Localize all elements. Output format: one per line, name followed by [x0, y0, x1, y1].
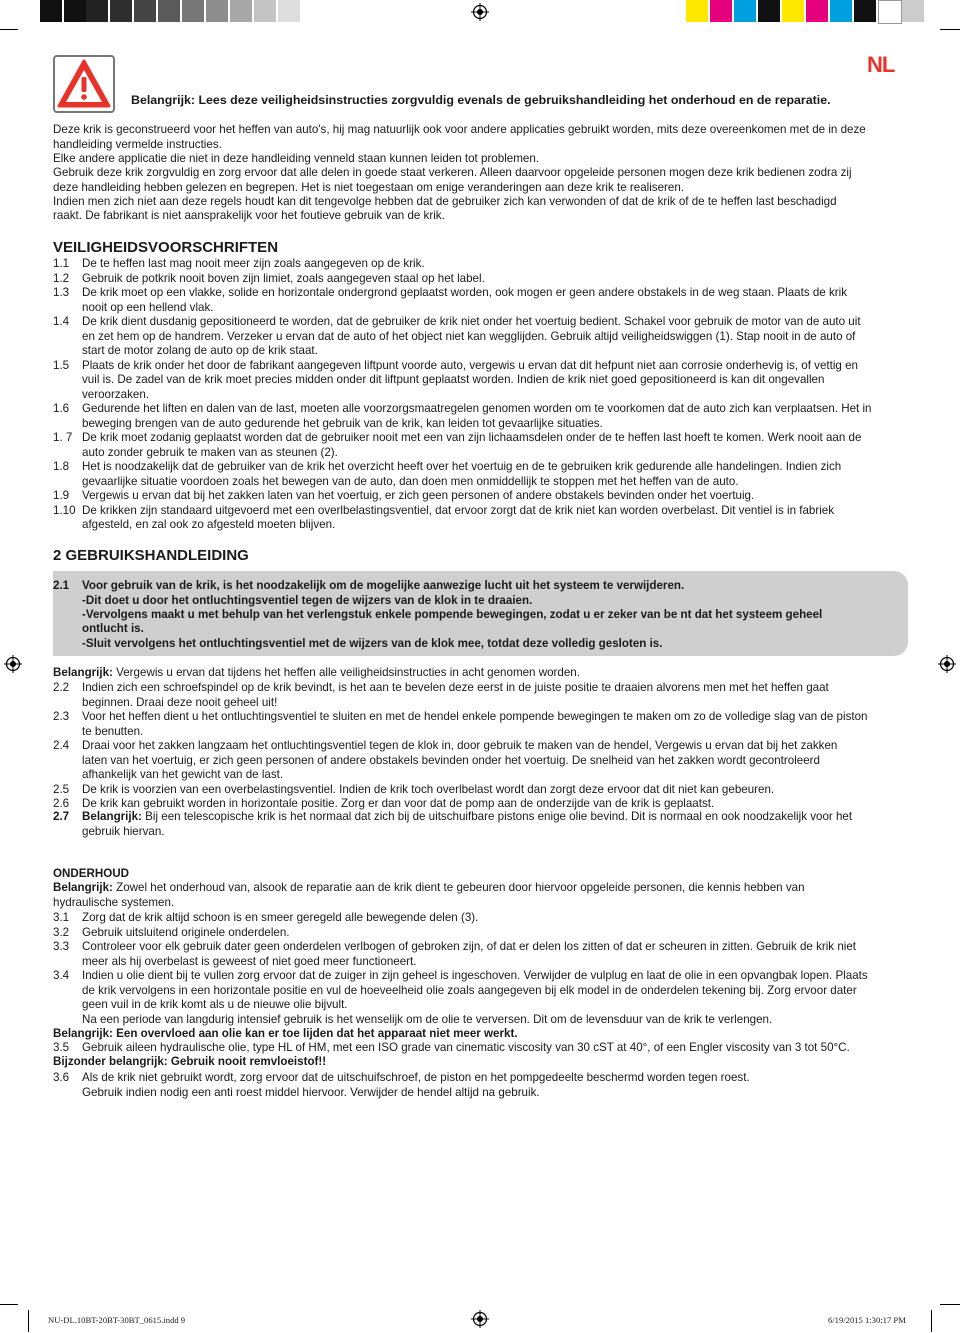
- usage-important-note: [53, 666, 580, 681]
- registration-mark-icon: [471, 3, 489, 21]
- crop-mark: [931, 1310, 932, 1332]
- safety-item-line: en zet hem op de handrem. Verzeker u ervan dat de auto of het object niet kan wegglijden. Gebruik altijd veiligheidswiggen (1). Stap nooit in de auto of: [82, 329, 856, 343]
- safety-item-line: De krik moet op een vlakke, solide en horizontale ondergrond geplaatst worden, ook mogen er geen andere obstakels in de weg staan. Plaats de krik: [82, 286, 848, 299]
- important-text: Vergewis u ervan dat tijdens het heffen alle veiligheidsinstructies in acht genomen worden.: [112, 666, 580, 679]
- highlight-line: -Dit doet u door het ontluchtingsventiel tegen de wijzers van de klok in te draaien.: [82, 594, 533, 607]
- color-swatch: [782, 0, 804, 22]
- color-swatch: [734, 0, 756, 22]
- item-number: 1. 7: [53, 431, 73, 444]
- item-number: 3.2: [53, 925, 70, 939]
- section-title-maintenance: ONDERHOUD: [53, 867, 130, 880]
- maintenance-item-line: Na een periode van langdurig intensief gebruik is het wenselijk om de olie te verversen. Dit om de levensduur van de krik te verlengen.: [82, 1012, 773, 1026]
- usage-item-line: te benutten.: [82, 724, 144, 738]
- crop-mark: [940, 1304, 960, 1305]
- registration-mark-icon: [938, 655, 956, 673]
- safety-item-line: De krik moet zodanig geplaatst worden dat de gebruiker nooit met een van zijn lichaamsdelen onder de te heffen last hoeft te komen. Werk nooit aan de: [82, 431, 862, 444]
- color-swatch: [806, 0, 828, 22]
- important-label: Belangrijk:: [53, 666, 113, 679]
- special-warning: Bijzonder belangrijk: Gebruik nooit remvloeistof!!: [53, 1055, 327, 1068]
- highlight-line: Voor gebruik van de krik, is het noodzakelijk om de mogelijke aanwezige lucht uit het systeem te verwijderen.: [82, 579, 685, 592]
- footer-datetime: 6/19/2015 1:30:17 PM: [828, 1315, 906, 1325]
- crop-mark: [0, 1304, 18, 1305]
- safety-item-line: De krik dient dusdanig gepositioneerd te worden, dat de gebruiker de krik niet onder het voertuig bedient. Schakel voor gebruik de motor van de auto uit: [82, 315, 861, 328]
- crop-mark: [28, 1310, 29, 1332]
- item-line: Als de krik niet gebruikt wordt, zorg ervoor dat de uitschuifschroef, de piston en het pompgedeelte beschermd worden tegen roest.: [82, 1071, 750, 1084]
- highlight-line: ontlucht is.: [82, 622, 144, 635]
- safety-item-line: beweging brengen van de auto gedurende het gebruik van de krik, kan leiden tot gevaarlijke situaties.: [82, 416, 603, 430]
- color-swatch: [758, 0, 780, 22]
- intro-line: raakt. De fabrikant is niet aansprakelijk voor het foutieve gebruik van de krik.: [53, 209, 445, 222]
- maintenance-item-line: Zorg dat de krik altijd schoon is en smeer geregeld alle bewegende delen (3).: [82, 911, 479, 924]
- safety-item-line: Gebruik de potkrik nooit boven zijn limiet, zoals aangegeven staal op het label.: [82, 271, 485, 285]
- usage-item-line: Voor het heffen dient u het ontluchtingsventiel te sluiten en met de hendel enkele pompende bewegingen te maken om zo de volledige slag van de piston: [82, 710, 868, 723]
- warning-triangle-icon: [53, 55, 115, 113]
- item-number: 3.4: [53, 969, 70, 982]
- usage-item-line: laten van het voertuig, er zich geen personen of andere obstakels bevinden onder het voertuig. De snelheid van het zakken wordt gecontroleerd: [82, 753, 820, 767]
- safety-item-line: De krikken zijn standaard uitgevoerd met een overlbelastingsventiel, dat ervoor zorgt dat de krik niet kan worden overbelast. Dit ventiel is in fabriek: [82, 503, 835, 517]
- item-number: 2.2: [53, 681, 70, 694]
- usage-item-line: Draai voor het zakken langzaam het ontluchtingsventiel tegen de klok in, door gebruik te maken van de hendel, Vergewis u ervan dat bij het zakken: [82, 739, 838, 752]
- important-heading: Belangrijk: Lees deze veiligheidsinstructies zorgvuldig evenals de gebruikshandleiding het onderhoud en de reparatie.: [131, 93, 831, 107]
- item-number: 1.3: [53, 286, 70, 299]
- item-number: 2.4: [53, 739, 70, 752]
- item-number: 1.1: [53, 257, 70, 270]
- color-swatch: [854, 0, 876, 22]
- item-number: 2.3: [53, 710, 70, 723]
- item-number: 2.5: [53, 782, 70, 796]
- intro-line: Gebruik deze krik zorgvuldig en zorg ervoor dat alle delen in goede staat verkeren. Alleen daarvoor opgeleide personen mogen deze krik bedienen zodra zij: [53, 166, 852, 179]
- usage-item-line: Indien zich een schroefspindel op de krik bevindt, is het aan te bevelen deze eerst in de juiste positie te draaien alvorens men met het heffen gaat: [82, 681, 829, 694]
- safety-item-line: Gedurende het liften en dalen van de last, moeten alle voorzorgsmaatregelen genomen worden om te voorkomen dat de auto zich kan verplaatsen. Het in: [82, 402, 872, 415]
- maintenance-item-3-6: [82, 1071, 750, 1100]
- gray-swatch: [40, 0, 62, 22]
- safety-item-line: Plaats de krik onder het door de fabrikant aangegeven liftpunt voorde auto, vergewis u ervan dat dit hefpunt niet aan corrosie onderhevig is, of vettig en: [82, 358, 858, 372]
- item-number: 1.5: [53, 358, 70, 372]
- registration-mark-icon: [4, 655, 22, 673]
- gray-swatch: [230, 0, 252, 22]
- gray-swatch: [110, 0, 132, 22]
- intro-line: deze handleiding hebben gelezen en begrepen. Het is niet toegestaan om enige veranderingen aan deze krik te realiseren.: [53, 181, 685, 194]
- safety-item-line: Het is noodzakelijk dat de gebruiker van de krik het overzicht heeft over het voertuig en de te gebruiken krik gedurende alle handelingen. Indien zich: [82, 460, 842, 473]
- gray-swatch: [254, 0, 276, 22]
- gray-swatch: [64, 0, 86, 22]
- intro-line: Indien men zich niet aan deze regels houdt kan dit tengevolge hebben dat de gebruiker zich kan verwonden of dat de krik of de te heffen last beschadigd: [53, 195, 837, 208]
- maintenance-important-note: [53, 881, 805, 910]
- item-number: 2.6: [53, 797, 70, 810]
- important-text: hydraulische systemen.: [53, 895, 175, 909]
- color-swatch: [686, 0, 708, 22]
- maintenance-item-3-5: Gebruik aileen hydraulische olie, type HL of HM, met een ISO grade van cinematic viscosity van 30 cST at 40°, of een Engler viscosity van 3 tot 50°C.: [82, 1041, 850, 1054]
- safety-item-line: afgesteld, en zal ook zo afgesteld moeten blijven.: [82, 518, 336, 531]
- item-number: 3.1: [53, 911, 70, 924]
- item-number: 1.10: [53, 503, 76, 517]
- gray-swatch: [278, 0, 300, 22]
- gray-swatch: [182, 0, 204, 22]
- safety-item-line: start de motor zolang de auto op de krik staat.: [82, 344, 318, 357]
- usage-item-line: beginnen. Draai deze nooit geheel uit!: [82, 695, 278, 709]
- gray-swatch: [158, 0, 180, 22]
- safety-item-line: De te heffen last mag nooit meer zijn zoals aangegeven op de krik.: [82, 257, 425, 270]
- item-number: 1.9: [53, 489, 70, 502]
- safety-item-line: Vergewis u ervan dat bij het zakken laten van het voertuig, er zich geen personen of andere obstakels bevinden onder het voertuig.: [82, 489, 755, 502]
- item-number: 2.7: [53, 810, 70, 823]
- maintenance-item-line: de krik vervolgens in een horizontale positie en vul de hoeveelheid olie zoals aangegeven bij elk model in de onderdelen tekening bij. Zorg ervoor dater: [82, 983, 857, 997]
- maintenance-item-line: Gebruik uitsluitend originele onderdelen.: [82, 925, 290, 939]
- item-number: 1.4: [53, 315, 70, 328]
- maintenance-item-line: Controleer voor elk gebruik dater geen onderdelen verlbogen of gebroken zijn, of dat er delen los zitten of dat er scheuren in zitten. Gebruik de krik niet: [82, 940, 857, 953]
- color-swatch: [710, 0, 732, 22]
- safety-item-line: nooit op een hellend vlak.: [82, 300, 214, 314]
- maintenance-item-line: geen vuil in de krik komt als u de nieuwe olie bijvult.: [82, 998, 348, 1011]
- footer-file: NU-DL.10BT-20BT-30BT_0615.indd 9: [48, 1315, 186, 1325]
- item-number: 3.3: [53, 940, 70, 953]
- item-number: 3.6: [53, 1071, 70, 1084]
- safety-item-line: vuil is. De zadel van de krik moet precies midden onder dit liftpunt geplaatst worden. Indien de krik niet goed gepositioneerd is kan dit ongevallen: [82, 373, 825, 386]
- safety-item-line: gevaarlijke situatie voordoen zoals het bewegen van de auto, dan doen men onmiddellijk te stoppen met het heffen van de auto.: [82, 474, 739, 488]
- item-number: 1.2: [53, 271, 70, 285]
- item-number: 1.8: [53, 460, 70, 473]
- intro-line: handleiding vermelde instructies.: [53, 138, 222, 151]
- color-swatch: [830, 0, 852, 22]
- usage-item-2-7: [82, 810, 852, 839]
- language-code: NL: [867, 52, 895, 77]
- usage-item-line: De krik kan gebruikt worden in horizontale positie. Zorg er dan voor dat de pomp aan de onderzijde van de krik is geplaatst.: [82, 797, 715, 810]
- gray-swatch: [206, 0, 228, 22]
- intro-line: Elke andere applicatie die niet in deze handleiding venneld staan kunnen leiden tot problemen.: [53, 152, 539, 165]
- oil-warning: Belangrijk: Een overvloed aan olie kan er toe lijden dat het apparaat niet meer werkt.: [53, 1027, 518, 1040]
- safety-item-line: veroorzaken.: [82, 387, 150, 401]
- crop-mark: [940, 29, 960, 30]
- section-title-usage: 2 GEBRUIKSHANDLEIDING: [53, 547, 249, 564]
- gray-swatch: [86, 0, 108, 22]
- intro-line: Deze krik is geconstrueerd voor het heffen van auto's, hij mag natuurlijk ook voor andere applicaties gebruikt worden, mits deze overeenkomen met de in deze: [53, 123, 866, 136]
- registration-mark-icon: [471, 1310, 489, 1328]
- safety-item-line: auto zonder gebruik te maken van as steunen (2).: [82, 445, 338, 459]
- item-number: 2.1: [53, 579, 70, 592]
- crop-mark: [0, 29, 18, 30]
- usage-item-line: De krik is voorzien van een overbelastingsventiel. Indien de krik toch overlbelast wordt dan zorgt deze ervoor dat dit niet kan gebeuren.: [82, 782, 775, 796]
- section-title-safety: VEILIGHEIDSVOORSCHRIFTEN: [53, 239, 279, 256]
- important-label: Belangrijk:: [53, 881, 113, 894]
- item-number: 1.6: [53, 402, 70, 415]
- important-text: Zowel het onderhoud van, alsook de reparatie aan de krik dient te gebeuren door hiervoor opgeleide personen, die kennis hebben van: [112, 881, 805, 894]
- highlight-line: -Sluit vervolgens het ontluchtingsventiel met de wijzers van de klok mee, totdat deze volledig gesloten is.: [82, 637, 663, 650]
- item-line: Gebruik indien nodig een anti roest middel hiervoor. Verwijder de hendel altijd na gebruik.: [82, 1085, 540, 1099]
- item-number: 3.5: [53, 1041, 70, 1054]
- highlight-line: -Vervolgens maakt u met behulp van het verlengstuk enkele pompende bewegingen, zodat u er zeker van be nt dat het systeem geheel: [82, 608, 823, 621]
- usage-item-line: afhankelijk van het gewicht van de last.: [82, 768, 284, 781]
- important-label: Belangrijk:: [82, 810, 142, 823]
- maintenance-item-line: meer als hij overbelast is geweest of niet goed meer functioneert.: [82, 954, 417, 968]
- gray-swatch: [134, 0, 156, 22]
- color-swatch: [902, 0, 924, 22]
- item-line: Bij een telescopische krik is het normaal dat zich bij de uitschuifbare pistons enige olie bevind. Dit is normaal en ook noodzakelijk voor het: [141, 810, 853, 823]
- item-line: gebruik hiervan.: [82, 824, 165, 838]
- maintenance-item-line: Indien u olie dient bij te vullen zorg ervoor dat de zuiger in zijn geheel is ingeschoven. Verwijder de vulplug en laat de olie in een opvangbak lopen. Plaats: [82, 969, 868, 982]
- color-swatch: [878, 0, 902, 24]
